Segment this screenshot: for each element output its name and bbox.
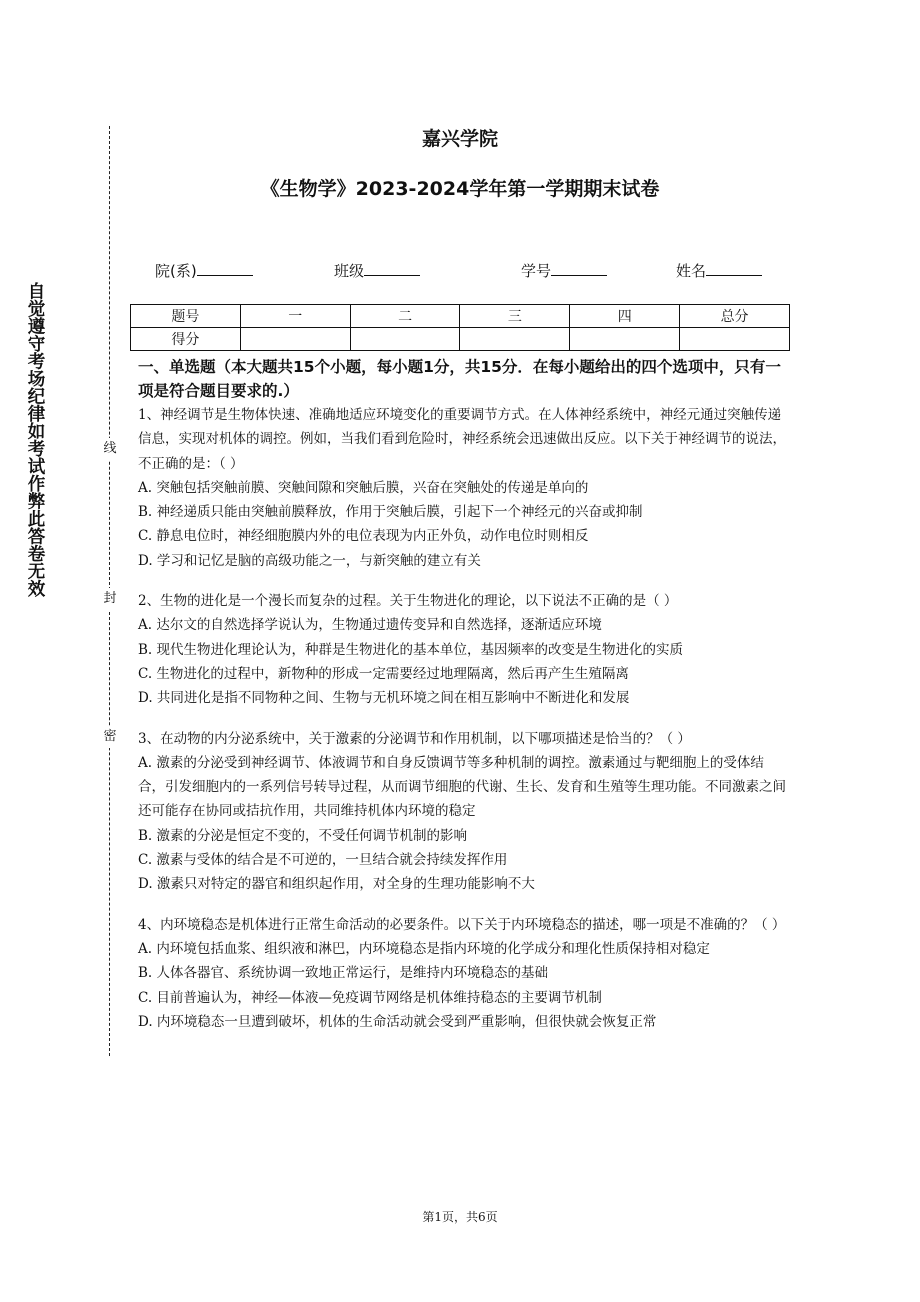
binding-mark-line: 线 — [101, 438, 119, 460]
score-input-cell[interactable] — [570, 328, 680, 351]
score-table — [130, 304, 790, 351]
name-blank[interactable] — [706, 261, 762, 276]
option-c: C. 生物进化的过程中，新物种的形成一定需要经过地理隔离，然后再产生生殖隔离 — [138, 665, 629, 682]
student-id-label: 学号 — [521, 262, 552, 280]
class-field[interactable] — [334, 260, 420, 281]
option-b: B. 人体各器官、系统协调一致地正常运行，是维持内环境稳态的基础 — [138, 965, 549, 982]
question-3 — [138, 727, 788, 897]
score-input-cell[interactable] — [680, 328, 790, 351]
table-cell: 总分 — [680, 305, 790, 328]
option-b: B. 激素的分泌是恒定不变的，不受任何调节机制的影响 — [138, 827, 468, 844]
table-cell: 二 — [350, 305, 460, 328]
table-cell: 题号 — [131, 305, 241, 328]
question-stem: 1、神经调节是生物体快速、准确地适应环境变化的重要调节方式。在人体神经系统中，神经元通过突触传递信息，实现对机体的调控。例如，当我们看到危险时，神经系统会迅速做出反应。以下关于神经调节的说法，不正确的是：（ ） — [138, 407, 786, 472]
exam-content — [138, 355, 788, 1034]
table-cell: 四 — [570, 305, 680, 328]
question-stem: 2、生物的进化是一个漫长而复杂的过程。关于生物进化的理论，以下说法不正确的是（ ） — [138, 593, 678, 610]
option-a: A. 突触包括突触前膜、突触间隙和突触后膜，兴奋在突触处的传递是单向的 — [138, 479, 589, 496]
score-table-header-row — [131, 305, 790, 328]
option-b: B. 神经递质只能由突触前膜释放，作用于突触后膜，引起下一个神经元的兴奋或抑制 — [138, 504, 643, 521]
question-2 — [138, 589, 788, 710]
option-b: B. 现代生物进化理论认为，种群是生物进化的基本单位，基因频率的改变是生物进化的实质 — [138, 641, 684, 658]
option-d: D. 学习和记忆是脑的高级功能之一，与新突触的建立有关 — [138, 552, 481, 569]
table-cell: 得分 — [131, 328, 241, 351]
department-label: 院(系) — [155, 262, 197, 280]
question-stem: 4、内环境稳态是机体进行正常生命活动的必要条件。以下关于内环境稳态的描述，哪一项是不准确的？（ ） — [138, 916, 786, 933]
binding-mark-secret: 密 — [101, 726, 119, 748]
question-4 — [138, 913, 788, 1034]
department-field[interactable] — [155, 260, 253, 281]
student-id-field[interactable] — [521, 260, 607, 281]
section-heading: 一、单选题（本大题共15个小题，每小题1分，共15分．在每小题给出的四个选项中，只有一项是符合题目要求的.） — [138, 358, 781, 400]
option-a: A. 达尔文的自然选择学说认为，生物通过遗传变异和自然选择，逐渐适应环境 — [138, 617, 602, 634]
score-table-score-row — [131, 328, 790, 351]
score-input-cell[interactable] — [460, 328, 570, 351]
name-field[interactable] — [676, 260, 762, 281]
class-label: 班级 — [334, 262, 365, 280]
table-cell: 一 — [240, 305, 350, 328]
score-input-cell[interactable] — [240, 328, 350, 351]
page-number: 第1页，共6页 — [422, 1210, 498, 1224]
question-1 — [138, 403, 788, 573]
name-label: 姓名 — [676, 262, 707, 280]
option-c: C. 激素与受体的结合是不可逆的，一旦结合就会持续发挥作用 — [138, 852, 508, 869]
option-c: C. 静息电位时，神经细胞膜内外的电位表现为内正外负，动作电位时则相反 — [138, 528, 589, 545]
option-c: C. 目前普遍认为，神经—体液—免疫调节网络是机体维持稳态的主要调节机制 — [138, 989, 602, 1006]
exam-discipline-warning: 自觉遵守考场纪律如考试作弊此答卷无效 — [25, 282, 45, 597]
student-id-blank[interactable] — [551, 261, 607, 276]
option-d: D. 共同进化是指不同物种之间、生物与无机环境之间在相互影响中不断进化和发展 — [138, 690, 630, 707]
school-name: 嘉兴学院 — [421, 128, 498, 150]
class-blank[interactable] — [364, 261, 420, 276]
option-a: A. 内环境包括血浆、组织液和淋巴，内环境稳态是指内环境的化学成分和理化性质保持相对稳定 — [138, 940, 710, 957]
option-d: D. 激素只对特定的器官和组织起作用，对全身的生理功能影响不大 — [138, 876, 535, 893]
department-blank[interactable] — [197, 261, 253, 276]
binding-mark-seal: 封 — [101, 588, 119, 610]
score-input-cell[interactable] — [350, 328, 460, 351]
option-d: D. 内环境稳态一旦遭到破坏，机体的生命活动就会受到严重影响，但很快就会恢复正常 — [138, 1013, 657, 1030]
question-stem: 3、在动物的内分泌系统中，关于激素的分泌调节和作用机制，以下哪项描述是恰当的？（ ） — [138, 730, 691, 747]
exam-title: 《生物学》2023-2024学年第一学期期末试卷 — [260, 178, 660, 200]
table-cell: 三 — [460, 305, 570, 328]
option-a: A. 激素的分泌受到神经调节、体液调节和自身反馈调节等多种机制的调控。激素通过与靶细胞上的受体结合，引发细胞内的一系列信号转导过程，从而调节细胞的代谢、生长、发育和生殖等生理功能。不同激素之间还可能存在协同或拮抗作用，共同维持机体内环境的稳定 — [138, 754, 786, 820]
